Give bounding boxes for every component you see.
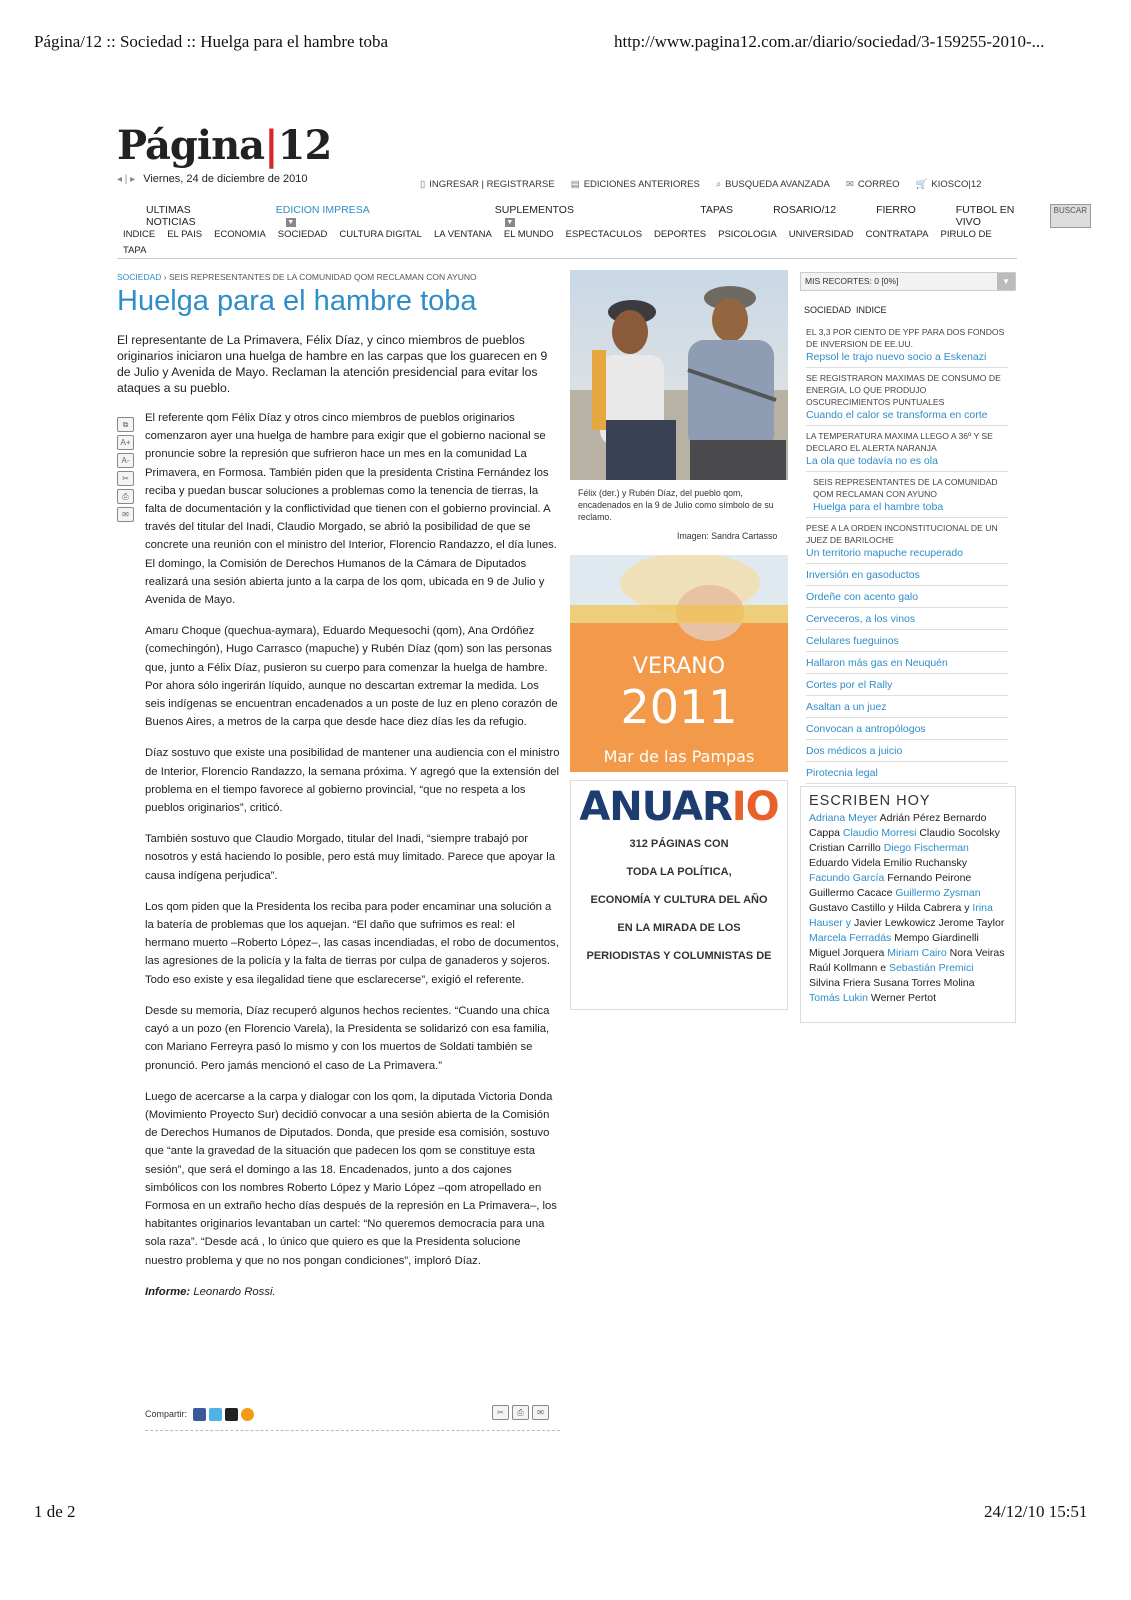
writer-link[interactable]: Werner Pertot	[870, 992, 937, 1004]
writer-link[interactable]: Miguel Jorquera	[809, 947, 885, 959]
writer-link[interactable]: Silvina Friera	[809, 977, 871, 989]
tab-sociedad[interactable]: SOCIEDAD	[804, 305, 852, 315]
verano-ad[interactable]	[570, 555, 788, 772]
list-item[interactable]: Asaltan a un juez	[806, 696, 1008, 718]
photo-caption: Félix (der.) y Rubén Díaz, del pueblo qom, encadenados en la 9 de Julio como símbolo de su reclamo.	[578, 488, 774, 522]
search-button[interactable]: BUSCAR	[1050, 204, 1091, 228]
sidebar-tabs	[804, 305, 887, 315]
article-paragraph: Luego de acercarse a la carpa y dialogar con los qom, la diputada Victoria Donda (Movimiento Proyecto Sur) decidió convocar a una sesión abierta de la Comisión de Derechos Humanos de Diputados. Donda, que preside esa comisión, sostuvo que “ante la gravedad de la situación que padecen los qom se constituye esta sesión”, que será el domingo a las 18. Encadenados, junto a dos cajones simbólicos con los nombres Roberto López y Mario López –qom atropellado en Formosa en un extraño hecho días después de la represión en La Primavera–, los habitantes originarios levantaban un cartel: “No queremos democracia para una sola raza”. “Desde acá , lo único que quiero es que la Presidenta solucione nuestro problema y que no nos pongan condiciones”, imploró Díaz.	[145, 1090, 557, 1267]
writer-link[interactable]: Gustavo Castillo y	[809, 902, 894, 914]
article-body	[145, 409, 560, 1314]
tab-indice[interactable]: INDICE	[856, 305, 887, 315]
mail-icon[interactable]: ✉	[532, 1405, 549, 1420]
informe-author: Leonardo Rossi.	[193, 1285, 276, 1298]
article-lede: El representante de La Primavera, Félix Díaz, y cinco miembros de pueblos originarios iniciaron una huelga de hambre en las carpas que los guarecen en 9 de Julio y Avenida de Mayo. Reclaman la atención presidencial para evitar los ataques a su pueblo.	[117, 333, 548, 395]
share-tools	[492, 1405, 549, 1420]
writer-link[interactable]: Miriam Cairo	[887, 947, 947, 959]
nav-rosario12[interactable]: ROSARIO/12	[773, 204, 837, 216]
writer-link[interactable]: Irina Hauser y	[809, 902, 993, 929]
list-item[interactable]: PESE A LA ORDEN INCONSTITUCIONAL DE UN JUEZ DE BARILOCHE Un territorio mapuche recuperado	[806, 518, 1008, 564]
date-text: Viernes, 24 de diciembre de 2010	[143, 173, 308, 185]
chevron-down-icon[interactable]: ▼	[997, 273, 1015, 290]
divider	[145, 1430, 560, 1431]
article-title: Huelga para el hambre toba	[117, 285, 477, 317]
font-decrease-button[interactable]: A-	[117, 453, 134, 468]
article-paragraph: Díaz sostuvo que existe una posibilidad de mantener una audiencia con el ministro de Interior, Florencio Randazzo, la semana próxima. Y agregó que la extensión del problema en el tiempo favorece al gobierno provincial, “que no respeta a los pueblos originarios”, criticó.	[145, 747, 560, 815]
writer-link[interactable]: Susana Torres Molina	[873, 977, 975, 989]
subnav-cultura-digital[interactable]: CULTURA DIGITAL	[339, 229, 422, 240]
writer-link[interactable]: Raúl Kollmann e	[809, 962, 887, 974]
list-item[interactable]: Dos médicos a juicio	[806, 740, 1008, 762]
list-item[interactable]: Pirotecnia legal	[806, 762, 1008, 784]
divider	[117, 258, 1017, 259]
writer-link[interactable]: Sebastián Premici	[888, 962, 974, 974]
writer-link[interactable]: Adriana Meyer	[809, 812, 878, 824]
list-item[interactable]: Hallaron más gas en Neuquén	[806, 652, 1008, 674]
previous-editions-link[interactable]: ▤ EDICIONES ANTERIORES	[570, 179, 700, 190]
writer-link[interactable]: Fernando Peirone	[887, 872, 972, 884]
nav-ultimas-noticias[interactable]: ULTIMAS NOTICIAS	[146, 204, 196, 228]
site-logo[interactable]	[117, 122, 331, 169]
subnav-contratapa[interactable]: CONTRATAPA	[865, 229, 929, 240]
scissors-icon[interactable]: ✂	[492, 1405, 509, 1420]
article-tools	[117, 417, 135, 525]
mail-icon[interactable]: ✉	[117, 507, 134, 522]
date-arrows-icon[interactable]: ◂ | ▸	[117, 174, 136, 185]
subnav-universidad[interactable]: UNIVERSIDAD	[788, 229, 854, 240]
anuario-line: ECONOMÍA Y CULTURA DEL AÑO	[590, 894, 768, 906]
user-icon: ▯	[420, 179, 426, 190]
subnav-el-pais[interactable]: EL PAIS	[167, 229, 203, 240]
facebook-icon[interactable]	[193, 1408, 206, 1421]
meneame-icon[interactable]	[241, 1408, 254, 1421]
writer-link[interactable]: Eduardo Videla	[809, 857, 881, 869]
print-footer-date: 24/12/10 15:51	[984, 1502, 1088, 1521]
delicious-icon[interactable]	[225, 1408, 238, 1421]
writer-link[interactable]: Facundo García	[809, 872, 885, 884]
print-header-title: Página/12 :: Sociedad :: Huelga para el hambre toba	[34, 32, 389, 51]
article-informe	[145, 1283, 560, 1301]
print-footer-page: 1 de 2	[34, 1502, 76, 1521]
list-item[interactable]: EL 3,3 POR CIENTO DE YPF PARA DOS FONDOS DE INVERSION DE EE.UU. Repsol le trajo nuevo socio a Eskenazi	[806, 322, 1008, 368]
cart-icon: 🛒	[915, 179, 928, 190]
writer-link[interactable]: Javier Lewkowicz	[853, 917, 936, 929]
mis-recortes-select[interactable]	[800, 272, 1016, 291]
mail-link[interactable]: ✉ CORREO	[845, 179, 900, 190]
writer-link[interactable]: Hilda Cabrera y	[896, 902, 970, 914]
subnav-sociedad[interactable]: SOCIEDAD	[277, 229, 328, 240]
mis-recortes-label: MIS RECORTES: 0 [0%]	[805, 276, 899, 286]
anuario-title: ANUARIO	[579, 784, 779, 830]
subnav-psicologia[interactable]: PSICOLOGIA	[718, 229, 777, 240]
verano-place: Mar de las Pampas	[603, 747, 755, 766]
anuario-ad[interactable]	[570, 780, 788, 1010]
anuario-line: 312 PÁGINAS CON	[629, 838, 729, 850]
writer-link[interactable]: Claudio Morresi	[842, 827, 917, 839]
verano-title: VERANO	[632, 654, 726, 679]
writer-link[interactable]: Claudio Socolsky	[919, 827, 1000, 839]
breadcrumb-kicker: SEIS REPRESENTANTES DE LA COMUNIDAD QOM RECLAMAN CON AYUNO	[168, 272, 477, 282]
list-item[interactable]: Convocan a antropólogos	[806, 718, 1008, 740]
nav-tapas[interactable]: TAPAS	[700, 204, 734, 216]
nav-futbol-en-vivo[interactable]: FUTBOL EN VIVO	[955, 204, 1015, 228]
writer-link[interactable]: Emilio Ruchansky	[883, 857, 967, 869]
escriben-hoy-box	[800, 786, 1016, 1023]
chevron-down-icon[interactable]: ▼	[506, 218, 514, 226]
print-header-url: http://www.pagina12.com.ar/diario/sociedad/3-159255-2010-...	[614, 32, 1045, 51]
writers-list	[809, 811, 1007, 1006]
article-paragraph: Desde su memoria, Díaz recuperó algunos hechos recientes. “Cuando una chica cayó a un pozo (en Florencio Varela), la Presidenta se solidarizó con esa familia, con Mariano Ferreyra pasó lo mismo y con los muertos de Soldati también se pronunció. Pero jamás mencionó el caso de La Primavera.”	[145, 1004, 550, 1072]
writer-link[interactable]: Bernardo Cappa	[809, 812, 987, 839]
advanced-search-link[interactable]: ⌕ BUSQUEDA AVANZADA	[715, 179, 830, 190]
anuario-line: TODA LA POLÍTICA,	[626, 866, 732, 878]
writer-link[interactable]: Adrián Pérez	[879, 812, 941, 824]
search-icon: ⌕	[715, 179, 722, 190]
chevron-down-icon[interactable]: ▼	[287, 218, 295, 226]
print-icon[interactable]: ⎙	[117, 489, 134, 504]
writer-link[interactable]: Nora Veiras	[949, 947, 1005, 959]
writer-link[interactable]: Guillermo Zysman	[895, 887, 981, 899]
subnav-la-ventana[interactable]: LA VENTANA	[433, 229, 492, 240]
scissors-icon[interactable]: ✂	[117, 471, 134, 486]
main-nav	[146, 204, 1131, 228]
print-icon[interactable]: ⎙	[512, 1405, 529, 1420]
subnav-espectaculos[interactable]: ESPECTACULOS	[565, 229, 643, 240]
twitter-icon[interactable]	[209, 1408, 222, 1421]
logo-text: Página	[117, 122, 265, 169]
nav-fierro[interactable]: FIERRO	[876, 204, 916, 216]
subnav-indice[interactable]: INDICE	[123, 229, 156, 240]
font-increase-button[interactable]: A+	[117, 435, 134, 450]
list-item[interactable]: Cortes por el Rally	[806, 674, 1008, 696]
article-paragraph: También sostuvo que Claudio Morgado, titular del Inadi, “siempre trabajó por nosotros y está haciendo lo posible, pero está muy limitado. Parece que apoyar la causa indígena perjudica”.	[145, 833, 556, 882]
list-item[interactable]: Inversión en gasoductos	[806, 564, 1008, 586]
list-item[interactable]: SE REGISTRARON MAXIMAS DE CONSUMO DE ENERGIA, LO QUE PRODUJO OSCURECIMIENTOS PUNTUALES Cuando el calor se transforma en corte	[806, 368, 1008, 426]
list-item[interactable]: Celulares fueguinos	[806, 630, 1008, 652]
share-label: Compartir:	[145, 1408, 188, 1419]
list-item[interactable]: Ordeñe con acento galo	[806, 586, 1008, 608]
subnav-el-mundo[interactable]: EL MUNDO	[503, 229, 554, 240]
article-paragraph: El referente qom Félix Díaz y otros cinco miembros de pueblos originarios comenzaron ayer una huelga de hambre para exigir que el gobierno nacional se pronuncie sobre la represión que sufrieron hace un mes en la comunidad La Primavera, en Formosa. También piden que la presidenta Cristina Fernández los reciba y puedan buscar soluciones a problemas como la tenencia de tierras, la falta de documentación y la conflictividad que tienen con el gobierno provincial. A través del titular del Inadi, Claudio Morgado, se abrió la posibilidad de que se concrete una reunión con el ministro del Interior, Florencio Randazzo, el día lunes. El domingo, la Comisión de Derechos Humanos de la Cámara de Diputados realizará una sesión abierta junto a la carpa de los qom, ubicada en 9 de Julio y Avenida de Mayo.	[145, 412, 557, 607]
kiosco-link[interactable]: 🛒 KIOSCO|12	[915, 179, 982, 190]
writer-link[interactable]: Cristian Carrillo	[809, 842, 881, 854]
writer-link[interactable]: Diego Fischerman	[883, 842, 969, 854]
edition-date	[117, 173, 308, 185]
informe-label: Informe:	[145, 1285, 191, 1298]
writer-link[interactable]: Tomás Lukin	[809, 992, 868, 1004]
subnav-deportes[interactable]: DEPORTES	[654, 229, 707, 240]
nav-edicion-impresa[interactable]: EDICION IMPRESA▼	[275, 204, 370, 226]
article-paragraph: Los qom piden que la Presidenta los reciba para poder encaminar una solución a la batería de problemas que los aquejan. “El daño que sufrimos es real: el hermano muerto –Roberto López–, las casas incendiadas, el robo de documentos, las agresiones de la policía y la falta de tierras por culpa de ganaderos y sojeros. Todo eso existe y esa ilegalidad tiene que esclarecerse”, exigió el referente.	[145, 900, 559, 986]
login-link[interactable]: ▯ INGRESAR | REGISTRARSE	[420, 179, 555, 190]
article-paragraph: Amaru Choque (quechua-aymara), Eduardo Mequesochi (qom), Ana Ordóñez (comechingón), Hugo Carrasco (mapuche) y Rubén Díaz (qom) son las personas que, junto a Félix Díaz, pusieron su cuerpo para comenzar la huelga de hambre. Por ahora sólo ingerirán líquido, aunque no descartan extremar la medida. Los seis indígenas se encuentran encadenados a un poste de luz en pleno corazón de Buenos Aires, a metros de la carpa que desde hace diez días les da refugio.	[145, 625, 558, 729]
register-link[interactable]: REGISTRARSE	[486, 179, 555, 190]
nav-suplementos[interactable]: SUPLEMENTOS▼	[494, 204, 574, 226]
subnav-pirulo-de-tapa[interactable]: PIRULO DE TAPA	[123, 229, 992, 256]
writer-link[interactable]: Marcela Ferradás	[809, 932, 892, 944]
mail-icon: ✉	[845, 179, 854, 190]
top-links	[420, 179, 981, 190]
verano-year: 2011	[620, 680, 738, 734]
breadcrumb-section[interactable]: SOCIEDAD	[117, 272, 162, 282]
subnav-economia[interactable]: ECONOMIA	[214, 229, 266, 240]
list-item-current[interactable]: SEIS REPRESENTANTES DE LA COMUNIDAD QOM RECLAMAN CON AYUNO Huelga para el hambre toba	[806, 472, 1008, 518]
writer-link[interactable]: Jerome Taylor	[938, 917, 1005, 929]
anuario-line: PERIODISTAS Y COLUMNISTAS DE	[586, 950, 772, 962]
escriben-hoy-title: ESCRIBEN HOY	[809, 793, 931, 809]
list-item[interactable]: LA TEMPERATURA MAXIMA LLEGO A 36º Y SE DECLARO EL ALERTA NARANJA La ola que todavía no es ola	[806, 426, 1008, 472]
anuario-line: EN LA MIRADA DE LOS	[617, 922, 741, 934]
photo-credit: Imagen: Sandra Cartasso	[677, 531, 778, 541]
logo-number: 12	[277, 122, 332, 169]
article-photo[interactable]	[570, 270, 788, 480]
logo-bar: |	[264, 122, 278, 169]
editions-icon: ▤	[570, 179, 580, 190]
sidebar-news-list	[806, 322, 1008, 784]
share-bar	[145, 1408, 254, 1421]
writer-link[interactable]: Mempo Giardinelli	[894, 932, 979, 944]
list-item[interactable]: Cerveceros, a los vinos	[806, 608, 1008, 630]
writer-link[interactable]: Guillermo Cacace	[809, 887, 893, 899]
section-nav	[123, 227, 1003, 259]
popup-icon[interactable]: ⧉	[117, 417, 134, 432]
breadcrumb: SOCIEDAD › SEIS REPRESENTANTES DE LA COMUNIDAD QOM RECLAMAN CON AYUNO	[117, 272, 477, 282]
